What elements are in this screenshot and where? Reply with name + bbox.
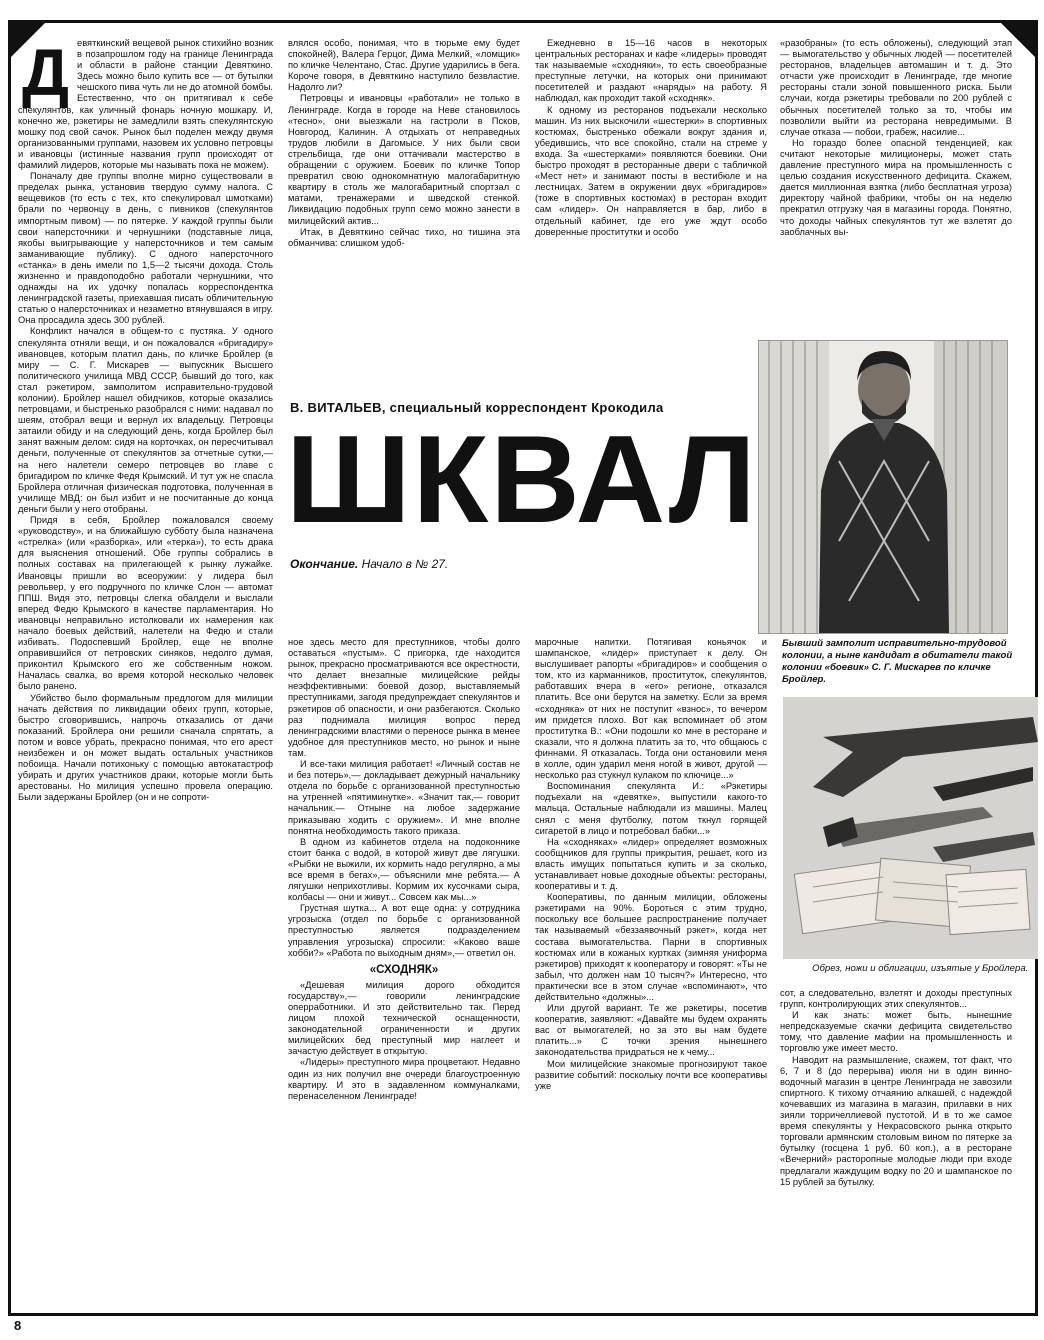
column-4-top [780, 38, 1012, 328]
col3-bottom-paragraph: На «сходняках» «лидер» определяет возможных сообщников для группы прикрытия, решает, кого из власть имущих попытаться купить и за сколько, устанавливает новые доходные объекты: рестораны, кооперативы и т. д. [535, 836, 767, 892]
col2-bottom-paragraph: И все-таки милиция работает! «Личный состав не и без потерь»,— докладывает дежурный начальнику отдела по борьбе с организованной преступностью на утренней «пятиминутке». «Значит так,— говорит начальник.— Отныне на любое задержание приказываю ходить с оружием». И мне вполне понятна необходимость такого приказа. [288, 759, 520, 836]
col1-paragraph: Конфликт начался в общем-то с пустяка. У одного спекулянта отняли вещи, и он пожаловался «бригадиру» ивановцев, которым платил дань, по кличке Бройлер (в миру — С. Г. Мискарев — выпускник Высшего политического училища МВД СССР, бывший до того, как стал рэкетиром, замполитом исправительно-трудовой колонии). Бройлер нашел обидчиков, которые оказались петровцами, и быстренько разобрался с ними: надавал по шеям, отобрал вещи и вернул их владельцу. Петровцы затаили обиду и на следующий день, когда Бройлер был занят важным делом: сидя на корточках, он пересчитывал деньги, полученные от спекулянтов за отчетные сутки,— на него налетели семеро петровцев во главе с бригадиром по кличке Федя Крымский. И тут уж не спасла Бройлера отличная физическая подготовка, полученная в училище МВД: он был избит и не посчитанные до конца деньги были у него отобраны. [18, 326, 273, 514]
column-2-bottom [288, 637, 520, 1297]
subhead-skhodnyak: «СХОДНЯК» [369, 963, 439, 976]
weapons-caption: Обрез, ножи и облигации, изъятые у Бройлера. [812, 963, 1029, 974]
col1-paragraph: Придя в себя, Бройлер пожаловался своему «руководству», и на ближайшую субботу была назначена «стрелка» (или «разборка», или «терка»), то есть драка для выяснения отношений. Обе группы собрались в полных составах на прилегающей к рынку лужайке. Ивановцы пришли во всеоружии: у лидера был револьвер, у его подручного по кличке Слон — автомат ППШ. Видя это, петровцы слегка обалдели и выслали вперед Федю Крымского в качестве парламентария. Но ивановцы неправильно истолковали их намерения как начало боевых действий, налетели на Федю и стали избивать. Подоспевший Бройлер, еще не вполне оправившийся от петровских синяков, недолго думая, приконтил Крымского его же собственным ножом. Началась свалка, во время которой несколько человек было ранено. [18, 515, 273, 692]
column-4-bottom [780, 988, 1012, 1298]
continued-rest: Начало в № 27. [358, 557, 449, 571]
col2-top-paragraph: Итак, в Девяткино сейчас тихо, но тишина эта обманчива: слишком удоб- [288, 226, 520, 248]
continued-note [290, 557, 448, 571]
portrait-photo [758, 340, 1008, 634]
col3-bottom-paragraph: Воспоминания спекулянта И.: «Рэкетиры подъехали на «девятке», выпустили какого-то мальца. Остальные наблюдали из машины. Малец снял с меня футболку, потом ткнул горящей сигаретой в лицо и потребовал бабки...» [535, 781, 767, 836]
col2-top-paragraph: Петровцы и ивановцы «работали» не только в Ленинграде. Когда в городе на Неве становилось «тесно», они выезжали на гастроли в Псков, Новгород, Калинин. А отдыхать от неправедных трудов любили в Дагомысе. У них были свои стрельбища, где они оттачивали мастерство в обращении с оружием. Боевик по кличке Топор превратил свою однокомнатную малогабаритную квартиру в столь же малогабаритный спортзал с матами, тренажерами и шведской стенкой. Ликвидацию подобных групп семо можно занести в милицейский актив... [288, 93, 520, 226]
col1-paragraph: Убийство было формальным предлогом для милиции начать действия по ликвидации обеих групп, которые, быстро сговорившись, напрочь отказались от дачи показаний. Бройлера они решили сначала спрятать, а потом и вовсе убрать, прекрасно понимая, что его арест неизбежен и он может выдать остальных участников побоища. Начали потихоньку с помощью автокатастроф убирать и других участников драки, которые могли быть арестованы. Но милиция успешно провела операцию. Были задержаны Бройлер (он и не сопроти- [18, 692, 273, 803]
col4-bottom-paragraph: сот, а следовательно, взлетят и доходы преступных групп, контролирующих этих спекулянтов... [780, 988, 1012, 1010]
portrait-caption: Бывший замполит исправительно-трудовой колонии, а ныне кандидат в обитатели такой колонии «боевик» С. Г. Мискарев по кличке Бройлер. [782, 638, 1013, 685]
col3-bottom-paragraph: марочные напитки. Потягивая коньячок и шампанское, «лидер» приступает к делу. Он выслушивает рапорты «бригадиров» и сообщения о том, кто из карманников, проституток, спекулянтов, работавших вчера в «его» регионе, отказался платить. Все они берутся на заметку. Если за время «сходняка» от них не поступит «взнос», то вечером им придется плохо. Вот как вспоминает об этом проститутка В.: «Они подошли ко мне в ресторане и сказали, что я должна платить за то, что общаюсь с финнами. Я отказалась. Тогда они остановили меня в холле, один ударил меня ногой в живот, другой — несколько раз стукнул кулаком по ключице...» [535, 637, 767, 781]
col3-bottom-paragraph: Или другой вариант. Те же рэкетиры, посетив кооператив, заявляют: «Давайте мы будем охранять вас от вымогателей, но за это вы нам будете платить...» С точки зрения нынешнего законодательства придраться не к чему... [535, 1003, 767, 1058]
page-number: 8 [14, 1318, 22, 1333]
col2-bottom-paragraph: Грустная шутка... А вот еще одна: у сотрудника угрозыска (отдел по борьбе с организованной преступностью является подразделением управления угрозыска) спросили: «Каково ваше хобби?» «Работа по выходным дням»,— ответил он. [288, 903, 520, 958]
column-3-top [535, 38, 767, 328]
col2-bottom-paragraph: В одном из кабинетов отдела на подоконнике стоит банка с водой, в которой живут две лягушки. «Рыбки не выжили, их кормить надо регулярно, а мы все время в бегах»,— объяснили мне ребята.— А лягушки неприхотливы. Кормим их кусочками сыра, колбасы — они и живут... Совсем как мы...» [288, 836, 520, 903]
col2-top-paragraph: влялся особо, понимая, что в тюрьме ему будет спокойней), Валера Герцог, Дима Мелкий, «ломщик» по кличке Челентано, Стас. Другие ударились в бега. Короче говоря, в Девяткино наступило безвластие. Надолго ли? [288, 38, 520, 93]
column-1 [18, 38, 273, 1298]
col4-bottom-paragraph: И как знать: может быть, нынешние непредсказуемые скачки дефицита свидетельство тому, что давление мафии на промышленность и торговлю уже имеет место. [780, 1010, 1012, 1054]
col4-top-paragraph: «разобраны» (то есть обложены), следующий этап — вымогательство у обычных людей — посетителей ресторанов, владельцев автомашин и т. д. Это отчасти уже происходит в Ленинграде, где многие рестораны стали зоной повышенного риска. Были случаи, когда рэкетиры требовали по 200 рублей с обычных посетителей только за то, чтобы им позволили выйти из ресторана невредимыми. В случае отказа — побои, грабеж, насилие... [780, 38, 1012, 137]
col4-bottom-paragraph: Наводит на размышление, скажем, тот факт, что 6, 7 и 8 (до перерыва) июля ни в один винно-водочный магазин в центре Ленинграда не завозили спиртного. К тихому отчаянию алкашей, с надеждой кочевавших из магазина в магазин, прилавки в них зияли торричеллиевой пустотой. И в то же самое время спекулянты у Некрасовского рынка открыто торговали армянским столовым вином по пятерке за бутылку (госцена 1 руб. 60 коп.), а в ресторане «Вечерний» расторопные молодые люди при входе предлагали жаждущим водку по 20 и шампанское по 15 рублей за бутылку. [780, 1054, 1012, 1187]
col4-top-paragraph: Но гораздо более опасной тенденцией, как считают некоторые милиционеры, может стать давление преступного мира на промышленность с целью создания искусственного дефицита. Скажем, дается миллионная взятка (либо бесплатная угроза) директору чайной фабрики, чтобы он на неделю прекратил отгрузку чая в магазины города. Понятно, что доходы чайных спекулянтов тут же взлетят до заоблачных вы- [780, 137, 1012, 237]
col2-subhead-paragraph: «Дешевая милиция дорого обходится государству»,— говорили ленинградские оперработники. И это действительно так. Перед лицом плохой технической оснащенности, законодательной ограниченности и других милицейских бед преступный мир наглеет и зачастую действует в открытую. [288, 979, 520, 1057]
col2-bottom-paragraph: ное здесь место для преступников, чтобы долго оставаться «пустым». С пригорка, где находится рынок, прекрасно просматриваются все окрестности, что делает внезапные милицейские рейды неэффективными: боевой дозор, выставляемый преступниками, загодя предупреждает спекулянтов и рэкетиров об опасности, и они разбегаются. Сколько раз поднимала милиция вопрос перед ленинградскими властями о переносе рынка в менее удобное для преступников место, но рынок и ныне там. [288, 637, 520, 758]
col2-subhead-paragraph: «Лидеры» преступного мира процветают. Недавно один из них получил вне очереди благоустроенную квартиру. И это в задавленном коммуналками, перенаселенном Ленинграде! [288, 1057, 520, 1101]
col3-top-paragraph: Ежедневно в 15—16 часов в некоторых центральных ресторанах и кафе «лидеры» проводят так называемые «сходняки», то есть своеобразные преступные летучки, на которых они принимают посетителей и раздают «наряды» на работу. Я наблюдал, как проходит такой «сходняк». [535, 38, 767, 104]
weapons-illustration [783, 697, 1038, 959]
dropcap: Д [22, 38, 70, 109]
column-3-bottom [535, 637, 767, 1297]
col3-top-paragraph: К одному из ресторанов подъехали несколько машин. Из них выскочили «шестерки» в спортивных костюмах, быстренько обежали вокруг здания и, убедившись, что все спокойно, стали на стреме у входа. За «шестерками» появляются боевики. Они быстро проходят в ресторанные двери с табличкой «Мест нет» и занимают посты в вестибюле и на лестницах. Затем в окружении двух «бригадиров» (тоже в спортивных костюмах) в ресторан входит сам «лидер». Он направляется в бар, либо в отдельный кабинет, где его уже ждут особо доверенные проститутки и особо [535, 104, 767, 237]
continued-lead: Окончание. [290, 557, 359, 571]
column-2-top [288, 38, 520, 328]
headline: ШКВАЛ [286, 411, 758, 549]
col3-bottom-paragraph: Кооперативы, по данным милиции, обложены рэкетирами на 90%. Бороться с этим трудно, поскольку все большее распространение получает так называемый «беззаявочный рэкет», когда нет состава вымогательства. Парни в спортивных костюмах или в кожаных куртках (зимняя униформа рэкетиров) приходят к кооператору и говорят: «Ты не забыл, что должен нам 10 тысяч?» Интересно, что практически все в этом случае «вспоминают», что действительно «должны»... [535, 892, 767, 1002]
col1-paragraph: евяткинский вещевой рынок стихийно возник в позапрошлом году на границе Ленинграда и области в районе станции Девяткино. Здесь можно было купить все — от бутылки чешского пива чуть ли не до атомной бомбы. Естественно, что он притягивал к себе спекулянтов, как уличный фонарь ночную мошкару. И, конечно же, рэкетиры не замедлили взять спекулянтскую мошку под свой сачок. Рынок был поделен между двумя организованными группами, назовем их условно петровцы и ивановцы (истинные названия групп происходят от фамилий лидеров, которые мы называть пока не можем). [18, 38, 273, 171]
col1-paragraph: Поначалу две группы вполне мирно существовали в пределах рынка, установив твердую сумму налога. С вещевиков (то есть с тех, кто спекулировал шмотками) брали по червонцу в день, с пивников (спекулянтов импортным пивом) — по пятерке. У каждой группы были свои наперсточники и чернушники (подставные лица, якобы выигрывающие у наперсточников и тем самым заманивающие публику). С одного наперсточного «станка» в день имели по 1,5—2 тысячи дохода. Столь жизненно и правдоподобно работали чернушники, что однажды на их удочку попалась корреспондентка ленинградской газеты, приехавшая писать обличительную статью о наперсточниках и незаметно втянувшаяся в игру. Она просадила здесь 300 рублей. [18, 171, 273, 326]
col3-bottom-paragraph: Мои милицейские знакомые прогнозируют такое развитие событий: поскольку почти все кооперативы уже [535, 1058, 767, 1091]
byline: В. ВИТАЛЬЕВ, специальный корреспондент Крокодила [290, 400, 664, 415]
weapons-photo [783, 697, 1038, 959]
portrait-illustration [759, 341, 1007, 633]
